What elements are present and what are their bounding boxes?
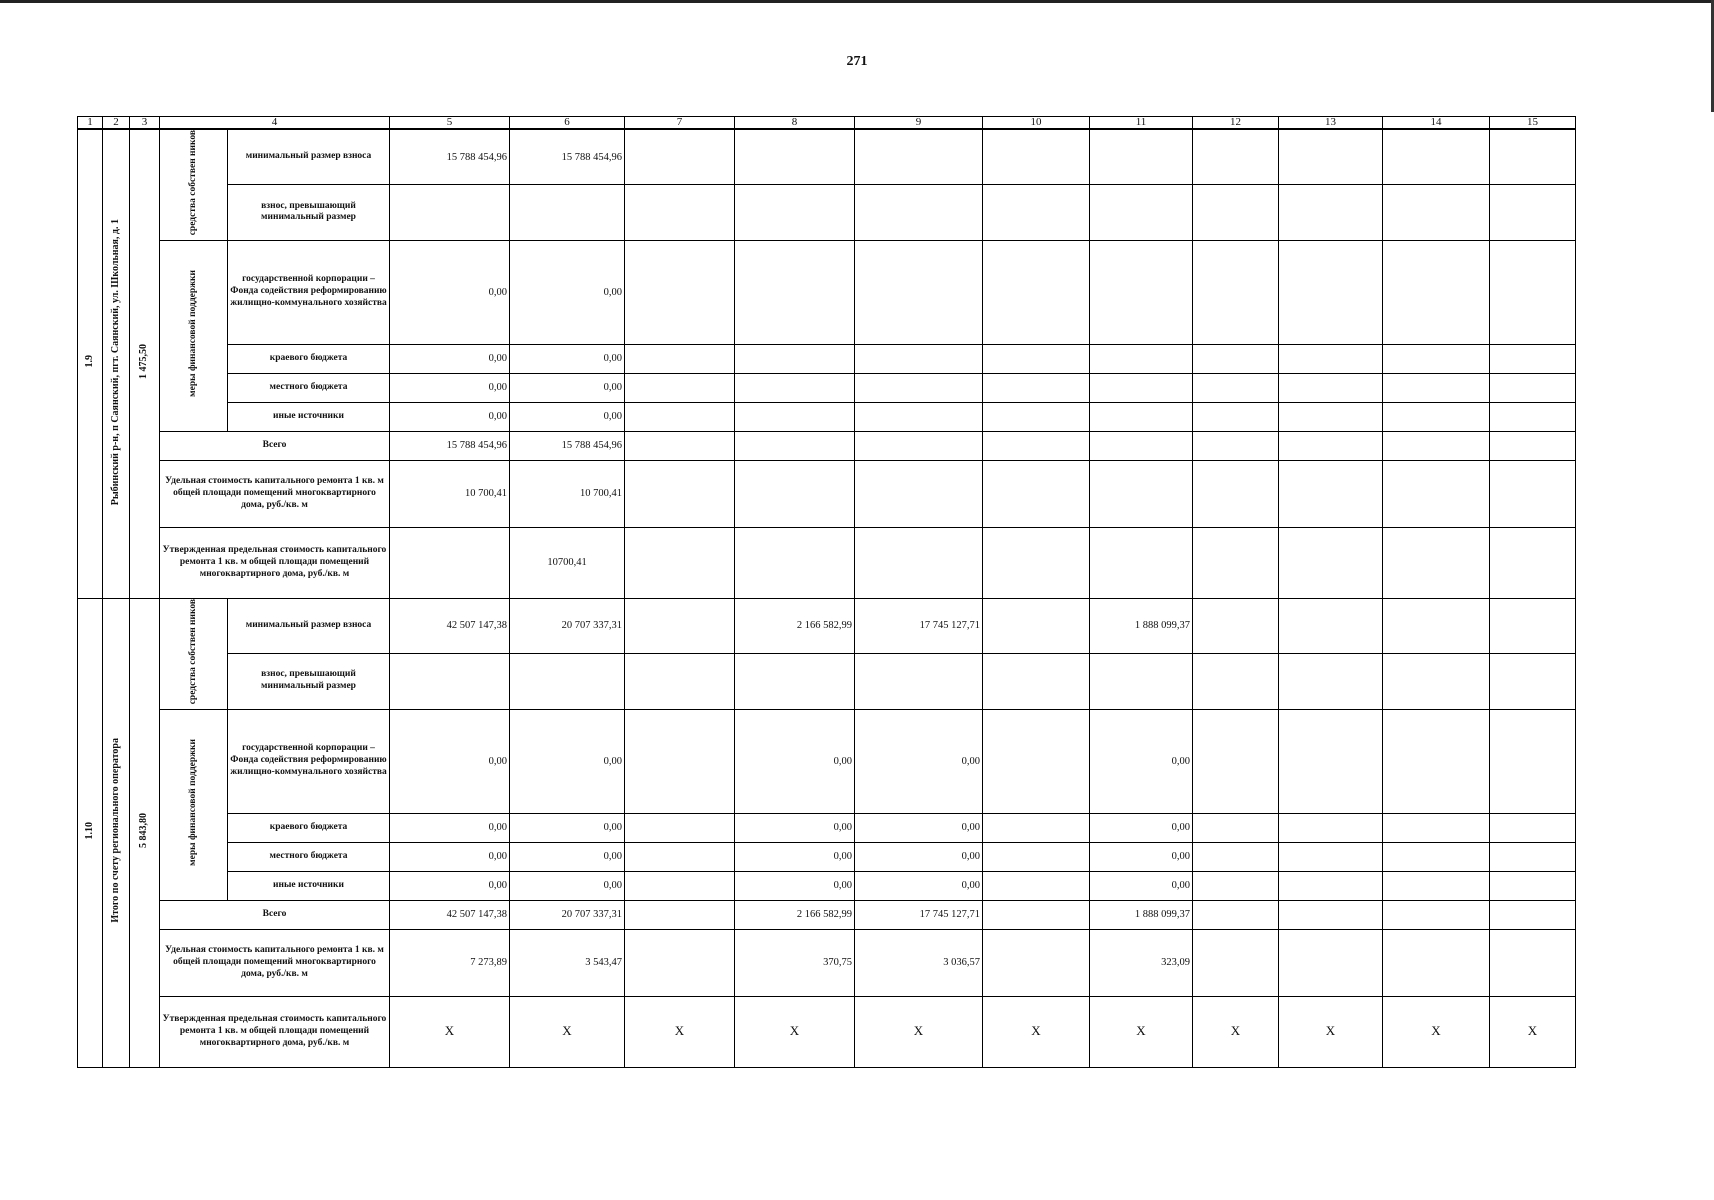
value-cell xyxy=(1279,842,1383,871)
value-cell xyxy=(983,185,1090,241)
block-address xyxy=(103,129,130,598)
value-cell xyxy=(1279,460,1383,527)
value-cell xyxy=(735,460,855,527)
value-cell xyxy=(1193,527,1279,598)
value-cell xyxy=(1279,900,1383,929)
block-number-text: 1.9 xyxy=(83,355,95,368)
value-cell xyxy=(1090,185,1193,241)
value-cell xyxy=(1490,344,1576,373)
value-cell xyxy=(625,402,735,431)
value-cell xyxy=(625,929,735,996)
value-cell: Х xyxy=(983,996,1090,1067)
value-cell xyxy=(1490,402,1576,431)
support-measures-group-text: меры финансовой поддержки xyxy=(188,270,199,397)
header-cell: 12 xyxy=(1193,117,1279,130)
owners-funds-group xyxy=(160,598,228,709)
value-cell xyxy=(1090,344,1193,373)
value-cell: 3 036,57 xyxy=(855,929,983,996)
value-cell: 0,00 xyxy=(510,709,625,813)
value-cell xyxy=(1193,129,1279,185)
value-cell xyxy=(983,842,1090,871)
value-cell xyxy=(1193,598,1279,653)
header-cell: 5 xyxy=(390,117,510,130)
value-cell xyxy=(983,129,1090,185)
table-row xyxy=(78,709,1576,813)
value-cell xyxy=(735,129,855,185)
value-cell: Х xyxy=(1383,996,1490,1067)
block-area-text: 5 843,80 xyxy=(138,812,150,848)
value-cell xyxy=(855,240,983,344)
value-cell xyxy=(735,185,855,241)
value-cell xyxy=(1490,240,1576,344)
value-cell xyxy=(983,402,1090,431)
value-cell xyxy=(1090,402,1193,431)
value-cell xyxy=(1193,871,1279,900)
value-cell xyxy=(855,129,983,185)
value-cell: 0,00 xyxy=(390,709,510,813)
block-area-text: 1 475,50 xyxy=(138,344,150,380)
value-cell xyxy=(1279,431,1383,460)
value-cell xyxy=(1383,527,1490,598)
header-row xyxy=(78,117,1576,130)
table-row xyxy=(78,871,1576,900)
value-cell xyxy=(1383,813,1490,842)
value-cell xyxy=(1090,654,1193,709)
header-cell: 4 xyxy=(160,117,390,130)
value-cell: 0,00 xyxy=(735,842,855,871)
value-cell xyxy=(1490,373,1576,402)
value-cell xyxy=(1383,900,1490,929)
value-cell xyxy=(735,431,855,460)
value-cell xyxy=(625,709,735,813)
value-cell: 0,00 xyxy=(1090,813,1193,842)
value-cell: Х xyxy=(510,996,625,1067)
value-cell xyxy=(625,871,735,900)
value-cell xyxy=(1279,929,1383,996)
value-cell xyxy=(1090,431,1193,460)
value-cell: 370,75 xyxy=(735,929,855,996)
value-cell: 0,00 xyxy=(855,842,983,871)
value-cell xyxy=(1193,929,1279,996)
value-cell xyxy=(1490,527,1576,598)
value-cell xyxy=(1383,709,1490,813)
block-address-text: Итого по счету регионального оператора xyxy=(109,738,121,923)
value-cell: 323,09 xyxy=(1090,929,1193,996)
value-cell xyxy=(983,460,1090,527)
row-label-total: Всего xyxy=(160,431,390,460)
value-cell: 2 166 582,99 xyxy=(735,900,855,929)
value-cell: 0,00 xyxy=(390,344,510,373)
value-cell xyxy=(735,527,855,598)
value-cell xyxy=(1193,709,1279,813)
value-cell xyxy=(390,654,510,709)
value-cell xyxy=(1383,185,1490,241)
header-cell: 3 xyxy=(130,117,160,130)
table-row xyxy=(78,460,1576,527)
block-number xyxy=(78,129,103,598)
value-cell: 1 888 099,37 xyxy=(1090,900,1193,929)
value-cell: 15 788 454,96 xyxy=(390,431,510,460)
value-cell: 0,00 xyxy=(510,813,625,842)
value-cell: 10700,41 xyxy=(510,527,625,598)
value-cell xyxy=(1090,527,1193,598)
value-cell: 0,00 xyxy=(390,871,510,900)
value-cell: 0,00 xyxy=(510,842,625,871)
table-row xyxy=(78,373,1576,402)
header-cell: 14 xyxy=(1383,117,1490,130)
value-cell: 0,00 xyxy=(510,871,625,900)
block-area xyxy=(130,129,160,598)
value-cell: 0,00 xyxy=(735,813,855,842)
row-label-over-min: взнос, превышающий минимальный размер xyxy=(228,185,390,241)
value-cell xyxy=(855,460,983,527)
value-cell: 20 707 337,31 xyxy=(510,900,625,929)
value-cell xyxy=(625,813,735,842)
value-cell xyxy=(735,654,855,709)
value-cell xyxy=(735,373,855,402)
table-row xyxy=(78,402,1576,431)
page-number: 271 xyxy=(846,54,868,69)
value-cell: Х xyxy=(735,996,855,1067)
value-cell: 10 700,41 xyxy=(510,460,625,527)
value-cell xyxy=(983,344,1090,373)
value-cell xyxy=(1490,460,1576,527)
table-row xyxy=(78,654,1576,709)
value-cell xyxy=(625,240,735,344)
value-cell xyxy=(1193,373,1279,402)
value-cell xyxy=(1279,402,1383,431)
value-cell: Х xyxy=(1193,996,1279,1067)
value-cell xyxy=(735,240,855,344)
value-cell xyxy=(1490,813,1576,842)
value-cell xyxy=(625,431,735,460)
block-number-text: 1.10 xyxy=(83,821,95,840)
value-cell xyxy=(1090,129,1193,185)
value-cell xyxy=(983,813,1090,842)
value-cell xyxy=(983,240,1090,344)
block-address xyxy=(103,598,130,1067)
value-cell xyxy=(1383,240,1490,344)
value-cell: 0,00 xyxy=(390,842,510,871)
value-cell xyxy=(625,344,735,373)
value-cell xyxy=(1279,598,1383,653)
value-cell xyxy=(1090,460,1193,527)
value-cell: 0,00 xyxy=(510,240,625,344)
support-measures-group xyxy=(160,709,228,900)
value-cell: 0,00 xyxy=(390,240,510,344)
value-cell: 15 788 454,96 xyxy=(510,431,625,460)
row-label-other-sources: иные источники xyxy=(228,871,390,900)
value-cell: 0,00 xyxy=(1090,842,1193,871)
value-cell: Х xyxy=(1090,996,1193,1067)
value-cell xyxy=(625,842,735,871)
value-cell xyxy=(855,373,983,402)
value-cell xyxy=(855,402,983,431)
value-cell xyxy=(1490,185,1576,241)
value-cell xyxy=(625,598,735,653)
row-label-regional-budget: краевого бюджета xyxy=(228,813,390,842)
value-cell xyxy=(390,527,510,598)
value-cell: 0,00 xyxy=(510,344,625,373)
table-row xyxy=(78,842,1576,871)
value-cell xyxy=(983,929,1090,996)
value-cell: 20 707 337,31 xyxy=(510,598,625,653)
value-cell xyxy=(1383,842,1490,871)
value-cell: 1 888 099,37 xyxy=(1090,598,1193,653)
value-cell xyxy=(1090,373,1193,402)
value-cell xyxy=(1383,871,1490,900)
table-row xyxy=(78,813,1576,842)
header-cell: 8 xyxy=(735,117,855,130)
value-cell xyxy=(625,527,735,598)
row-label-state-corp: государственной корпорации – Фонда содействия реформированию жилищно-коммунального хозяйства xyxy=(228,240,390,344)
value-cell xyxy=(510,654,625,709)
value-cell xyxy=(1383,460,1490,527)
value-cell xyxy=(855,185,983,241)
value-cell xyxy=(1279,527,1383,598)
value-cell xyxy=(625,185,735,241)
table-row xyxy=(78,431,1576,460)
header-cell: 11 xyxy=(1090,117,1193,130)
value-cell: Х xyxy=(1490,996,1576,1067)
value-cell xyxy=(735,344,855,373)
value-cell: 17 745 127,71 xyxy=(855,900,983,929)
value-cell: 0,00 xyxy=(735,709,855,813)
value-cell xyxy=(1490,929,1576,996)
table-row xyxy=(78,129,1576,185)
value-cell xyxy=(1490,129,1576,185)
value-cell: 0,00 xyxy=(390,373,510,402)
value-cell: 2 166 582,99 xyxy=(735,598,855,653)
value-cell xyxy=(983,431,1090,460)
value-cell: 3 543,47 xyxy=(510,929,625,996)
table-row xyxy=(78,240,1576,344)
value-cell xyxy=(1383,598,1490,653)
header-cell: 7 xyxy=(625,117,735,130)
value-cell: 15 788 454,96 xyxy=(510,129,625,185)
value-cell xyxy=(983,871,1090,900)
value-cell xyxy=(1490,709,1576,813)
value-cell xyxy=(1279,373,1383,402)
value-cell xyxy=(855,527,983,598)
header-cell: 2 xyxy=(103,117,130,130)
value-cell: 0,00 xyxy=(390,402,510,431)
row-label-local-budget: местного бюджета xyxy=(228,373,390,402)
value-cell xyxy=(983,373,1090,402)
value-cell xyxy=(1383,929,1490,996)
value-cell: Х xyxy=(390,996,510,1067)
value-cell xyxy=(1279,185,1383,241)
value-cell: 0,00 xyxy=(855,813,983,842)
table-row xyxy=(78,185,1576,241)
value-cell xyxy=(625,373,735,402)
value-cell xyxy=(1193,344,1279,373)
value-cell xyxy=(855,344,983,373)
value-cell xyxy=(1490,654,1576,709)
value-cell xyxy=(625,129,735,185)
value-cell xyxy=(1193,460,1279,527)
table-row xyxy=(78,527,1576,598)
value-cell: Х xyxy=(855,996,983,1067)
value-cell xyxy=(390,185,510,241)
value-cell xyxy=(1383,402,1490,431)
owners-funds-group-text: средства собствен ников xyxy=(188,130,199,236)
scan-border-top xyxy=(0,0,1714,3)
block-area xyxy=(130,598,160,1067)
value-cell xyxy=(1193,431,1279,460)
row-label-local-budget: местного бюджета xyxy=(228,842,390,871)
row-label-approved-limit: Утвержденная предельная стоимость капитального ремонта 1 кв. м общей площади помещений многоквартирного дома, руб./кв. м xyxy=(160,527,390,598)
value-cell xyxy=(625,460,735,527)
header-cell: 9 xyxy=(855,117,983,130)
value-cell xyxy=(1193,813,1279,842)
value-cell: 42 507 147,38 xyxy=(390,598,510,653)
block-address-text: Рыбинский р-н, п Саянский, пгт. Саянский, ул. Школьная, д. 1 xyxy=(109,218,121,505)
header-cell: 15 xyxy=(1490,117,1576,130)
value-cell xyxy=(1383,431,1490,460)
row-label-unit-cost: Удельная стоимость капитального ремонта 1 кв. м общей площади помещений многоквартирного дома, руб./кв. м xyxy=(160,460,390,527)
block-number xyxy=(78,598,103,1067)
value-cell xyxy=(625,900,735,929)
value-cell: 0,00 xyxy=(510,373,625,402)
value-cell xyxy=(1279,654,1383,709)
value-cell: 17 745 127,71 xyxy=(855,598,983,653)
value-cell: 0,00 xyxy=(1090,871,1193,900)
header-cell: 10 xyxy=(983,117,1090,130)
value-cell xyxy=(1383,654,1490,709)
row-label-total: Всего xyxy=(160,900,390,929)
value-cell: 0,00 xyxy=(390,813,510,842)
value-cell xyxy=(625,654,735,709)
table-row xyxy=(78,900,1576,929)
owners-funds-group-text: средства собствен ников xyxy=(188,598,199,705)
value-cell xyxy=(855,654,983,709)
value-cell xyxy=(1490,598,1576,653)
value-cell: Х xyxy=(1279,996,1383,1067)
row-label-state-corp: государственной корпорации – Фонда содействия реформированию жилищно-коммунального хозяйства xyxy=(228,709,390,813)
row-label-approved-limit: Утвержденная предельная стоимость капитального ремонта 1 кв. м общей площади помещений многоквартирного дома, руб./кв. м xyxy=(160,996,390,1067)
row-label-regional-budget: краевого бюджета xyxy=(228,344,390,373)
value-cell xyxy=(983,709,1090,813)
table-row xyxy=(78,929,1576,996)
value-cell xyxy=(1090,240,1193,344)
value-cell xyxy=(1490,431,1576,460)
value-cell xyxy=(1193,654,1279,709)
row-label-min-contribution: минимальный размер взноса xyxy=(228,598,390,653)
table-row xyxy=(78,598,1576,653)
value-cell xyxy=(1279,709,1383,813)
value-cell xyxy=(1490,871,1576,900)
value-cell xyxy=(855,431,983,460)
value-cell xyxy=(983,598,1090,653)
header-cell: 13 xyxy=(1279,117,1383,130)
value-cell xyxy=(510,185,625,241)
value-cell: 0,00 xyxy=(855,709,983,813)
value-cell xyxy=(1383,129,1490,185)
value-cell: 0,00 xyxy=(510,402,625,431)
value-cell xyxy=(1193,402,1279,431)
value-cell xyxy=(1193,240,1279,344)
value-cell: 0,00 xyxy=(855,871,983,900)
value-cell xyxy=(1490,900,1576,929)
value-cell: 7 273,89 xyxy=(390,929,510,996)
value-cell xyxy=(1193,185,1279,241)
table-row xyxy=(78,996,1576,1067)
row-label-min-contribution: минимальный размер взноса xyxy=(228,129,390,185)
value-cell xyxy=(1279,813,1383,842)
value-cell xyxy=(983,654,1090,709)
row-label-over-min: взнос, превышающий минимальный размер xyxy=(228,654,390,709)
support-measures-group xyxy=(160,240,228,431)
value-cell: 15 788 454,96 xyxy=(390,129,510,185)
value-cell xyxy=(1490,842,1576,871)
row-label-unit-cost: Удельная стоимость капитального ремонта 1 кв. м общей площади помещений многоквартирного дома, руб./кв. м xyxy=(160,929,390,996)
value-cell xyxy=(1279,871,1383,900)
owners-funds-group xyxy=(160,129,228,240)
value-cell xyxy=(1383,344,1490,373)
value-cell xyxy=(1193,842,1279,871)
support-measures-group-text: меры финансовой поддержки xyxy=(188,738,199,866)
value-cell xyxy=(983,527,1090,598)
value-cell xyxy=(983,900,1090,929)
value-cell: 0,00 xyxy=(1090,709,1193,813)
value-cell xyxy=(1279,129,1383,185)
value-cell xyxy=(735,402,855,431)
value-cell xyxy=(1279,240,1383,344)
value-cell: 10 700,41 xyxy=(390,460,510,527)
table-row xyxy=(78,344,1576,373)
value-cell xyxy=(1383,373,1490,402)
row-label-other-sources: иные источники xyxy=(228,402,390,431)
header-cell: 6 xyxy=(510,117,625,130)
value-cell: 42 507 147,38 xyxy=(390,900,510,929)
value-cell: 0,00 xyxy=(735,871,855,900)
value-cell xyxy=(1193,900,1279,929)
value-cell xyxy=(1279,344,1383,373)
value-cell: Х xyxy=(625,996,735,1067)
header-cell: 1 xyxy=(78,117,103,130)
capital-repair-table xyxy=(77,116,1576,1068)
